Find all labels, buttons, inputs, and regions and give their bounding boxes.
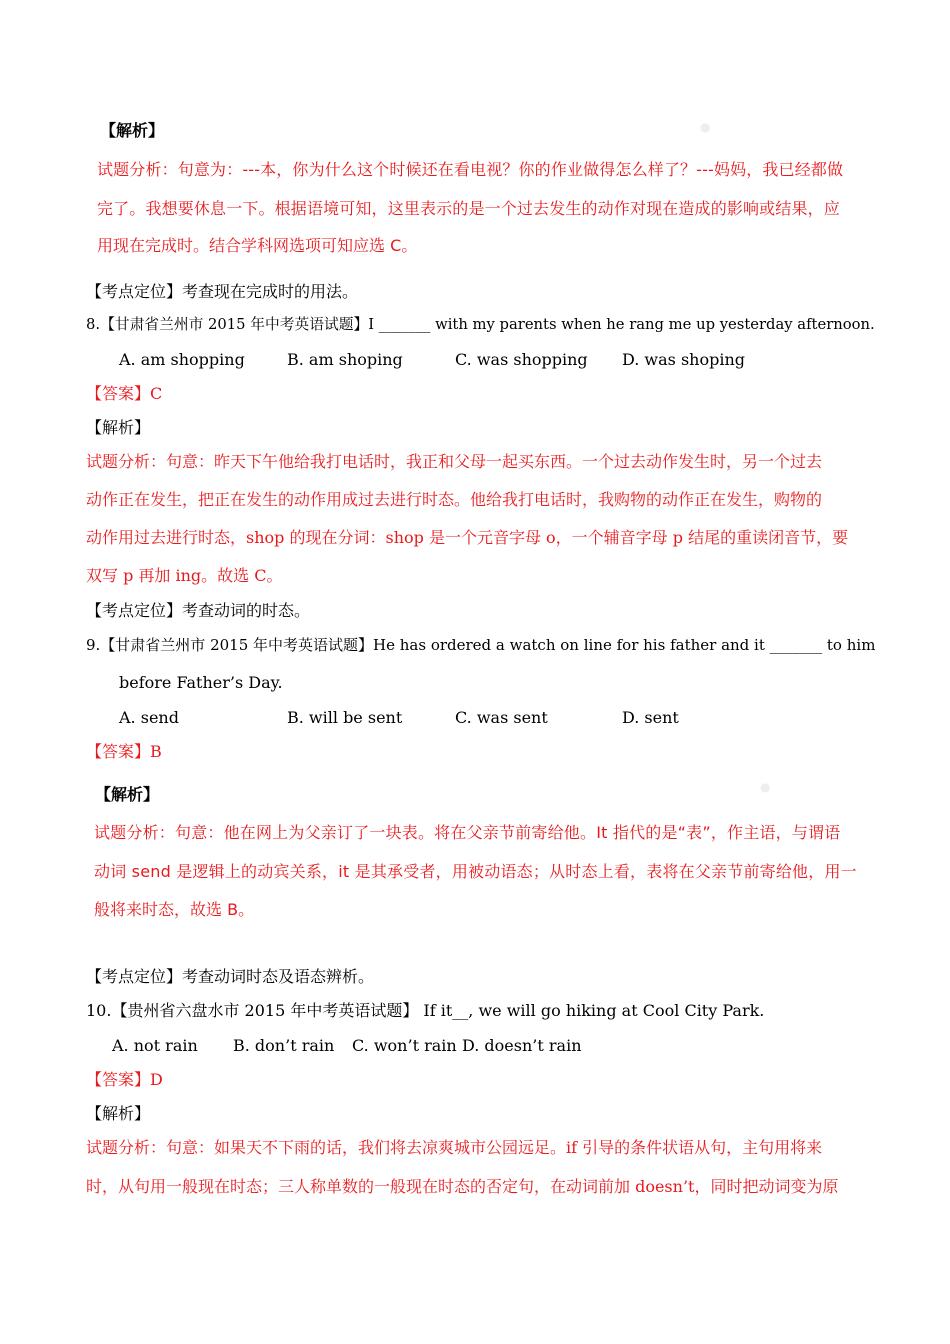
q8-stem: 8.【甘肃省兰州市 2015 年中考英语试题】I _______ with my parents when he rang me up yesterday afternoon. — [86, 316, 875, 333]
q9-analysis-line: 般将来时态，故选 B。 — [94, 900, 255, 919]
q8-kaodian: 【考点定位】考查动词的时态。 — [86, 601, 311, 620]
q8-answer: 【答案】C — [86, 384, 163, 403]
q10-option-b: B. don’t rain — [233, 1036, 335, 1055]
q10-analysis-label: 【解析】 — [86, 1104, 151, 1123]
q8-analysis-line: 双写 p 再加 ing。故选 C。 — [86, 566, 283, 585]
q9-option-d: D. sent — [622, 708, 679, 727]
q8-option-d: D. was shoping — [622, 350, 746, 369]
q9-answer: 【答案】B — [86, 742, 162, 761]
q8-option-c: C. was shopping — [455, 350, 588, 369]
q8-analysis-line: 试题分析：句意：昨天下午他给我打电话时，我正和父母一起买东西。一个过去动作发生时，另一个过去 — [86, 452, 823, 471]
q7-analysis-line: 完了。我想要休息一下。根据语境可知，这里表示的是一个过去发生的动作对现在造成的影响或结果，应 — [97, 199, 840, 218]
watermark: ● — [700, 120, 711, 134]
q9-option-c: C. was sent — [455, 708, 548, 727]
q7-analysis-label: 【解析】 — [100, 121, 165, 140]
q9-analysis-line: 试题分析：句意：他在网上为父亲订了一块表。将在父亲节前寄给他。It 指代的是“表”，作主语，与谓语 — [94, 823, 841, 842]
q7-analysis-line: 用现在完成时。结合学科网选项可知应选 C。 — [97, 236, 418, 255]
q8-option-b: B. am shoping — [287, 350, 403, 369]
q9-analysis-label: 【解析】 — [95, 785, 160, 804]
q10-option-d: D. doesn’t rain — [462, 1036, 582, 1055]
q10-answer: 【答案】D — [86, 1070, 163, 1089]
q9-stem: 9.【甘肃省兰州市 2015 年中考英语试题】He has ordered a watch on line for his father and it _______ to him — [86, 636, 876, 654]
q9-stem-cont: before Father’s Day. — [119, 673, 283, 692]
q9-option-b: B. will be sent — [287, 708, 403, 727]
q8-option-a: A. am shopping — [119, 350, 245, 369]
q8-analysis-label: 【解析】 — [86, 418, 151, 437]
q8-analysis-line: 动作正在发生，把正在发生的动作用成过去进行时态。他给我打电话时，我购物的动作正在发生，购物的 — [86, 490, 823, 509]
q9-option-a: A. send — [119, 708, 179, 727]
q10-analysis-line: 时，从句用一般现在时态；三人称单数的一般现在时态的否定句，在动词前加 doesn’t，同时把动词变为原 — [86, 1177, 839, 1196]
q9-kaodian: 【考点定位】考查动词时态及语态辨析。 — [86, 967, 375, 986]
q10-analysis-line: 试题分析：句意：如果天不下雨的话，我们将去凉爽城市公园远足。if 引导的条件状语从句，主句用将来 — [86, 1138, 823, 1157]
q7-analysis-line: 试题分析：句意为：---本，你为什么这个时候还在看电视？你的作业做得怎么样了？---妈妈，我已经都做 — [97, 160, 844, 179]
q10-stem: 10.【贵州省六盘水市 2015 年中考英语试题】 If it__, we will go hiking at Cool City Park. — [86, 1001, 765, 1020]
watermark: ● — [760, 780, 771, 794]
q10-option-c: C. won’t rain — [352, 1036, 457, 1055]
q10-option-a: A. not rain — [112, 1036, 198, 1055]
q7-kaodian: 【考点定位】考查现在完成时的用法。 — [86, 282, 359, 301]
q8-analysis-line: 动作用过去进行时态，shop 的现在分词：shop 是一个元音字母 o，一个辅音字母 p 结尾的重读闭音节，要 — [86, 528, 849, 547]
q9-analysis-line: 动词 send 是逻辑上的动宾关系，it 是其承受者，用被动语态；从时态上看，表将在父亲节前寄给他，用一 — [94, 862, 857, 881]
